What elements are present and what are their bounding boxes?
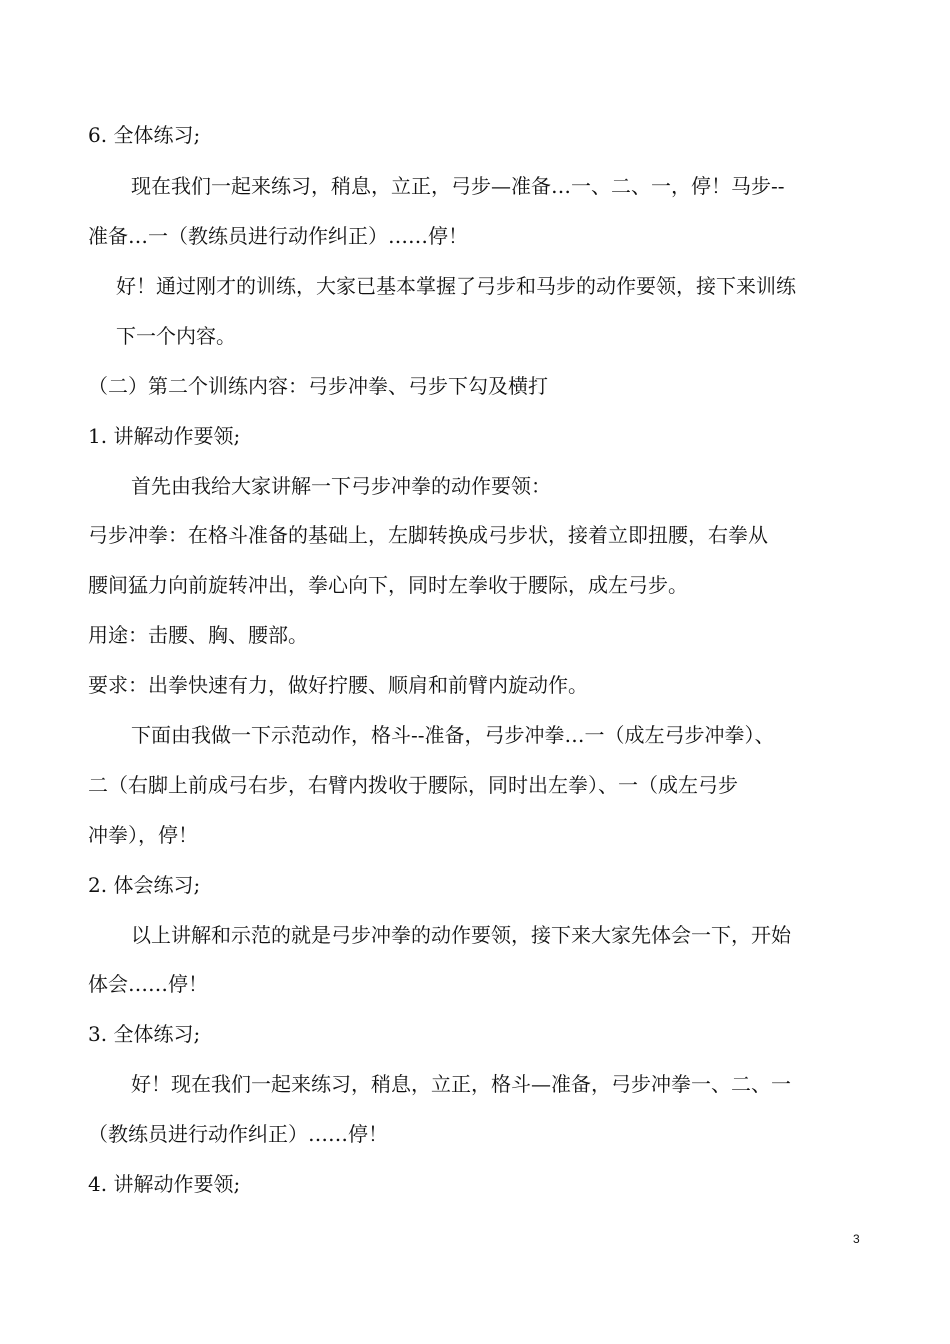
paragraph-line: 腰间猛力向前旋转冲出，拳心向下，同时左拳收于腰际，成左弓步。 <box>88 573 688 597</box>
paragraph-line: 好！通过刚才的训练，大家已基本掌握了弓步和马步的动作要领，接下来训练 <box>116 274 796 298</box>
heading-2-practice: 2. 体会练习; <box>88 873 201 897</box>
heading-3-full-practice: 3. 全体练习; <box>88 1022 201 1046</box>
paragraph-line: 弓步冲拳：在格斗准备的基础上，左脚转换成弓步状，接着立即扭腰，右拳从 <box>88 523 768 547</box>
paragraph-line: 下一个内容。 <box>116 324 236 348</box>
section-heading-2: （二）第二个训练内容：弓步冲拳、弓步下勾及横打 <box>88 374 548 398</box>
heading-4-explain: 4. 讲解动作要领; <box>88 1172 241 1196</box>
paragraph-line: 体会……停！ <box>88 972 208 996</box>
paragraph-line: 用途：击腰、胸、腰部。 <box>88 623 308 647</box>
paragraph-line: 现在我们一起来练习，稍息，立正，弓步—准备…一、二、一，停！马步-- <box>131 174 785 198</box>
heading-6-full-practice: 6. 全体练习; <box>88 123 201 147</box>
paragraph-line: 好！现在我们一起来练习，稍息，立正，格斗—准备，弓步冲拳一、二、一 <box>131 1072 791 1096</box>
paragraph-line: 准备…一（教练员进行动作纠正）……停！ <box>88 224 468 248</box>
paragraph-line: 二（右脚上前成弓右步，右臂内拨收于腰际，同时出左拳）、一（成左弓步 <box>88 773 738 797</box>
paragraph-line: 冲拳），停！ <box>88 823 198 847</box>
paragraph-line: 要求：出拳快速有力，做好拧腰、顺肩和前臂内旋动作。 <box>88 673 588 697</box>
paragraph-line: （教练员进行动作纠正）……停！ <box>88 1122 388 1146</box>
paragraph-line: 下面由我做一下示范动作，格斗--准备，弓步冲拳…一（成左弓步冲拳）、 <box>131 723 775 747</box>
page-number: 3 <box>853 1232 860 1246</box>
paragraph-line: 首先由我给大家讲解一下弓步冲拳的动作要领： <box>131 474 551 498</box>
paragraph-line: 以上讲解和示范的就是弓步冲拳的动作要领，接下来大家先体会一下，开始 <box>131 923 791 947</box>
heading-1-explain: 1. 讲解动作要领; <box>88 424 241 448</box>
